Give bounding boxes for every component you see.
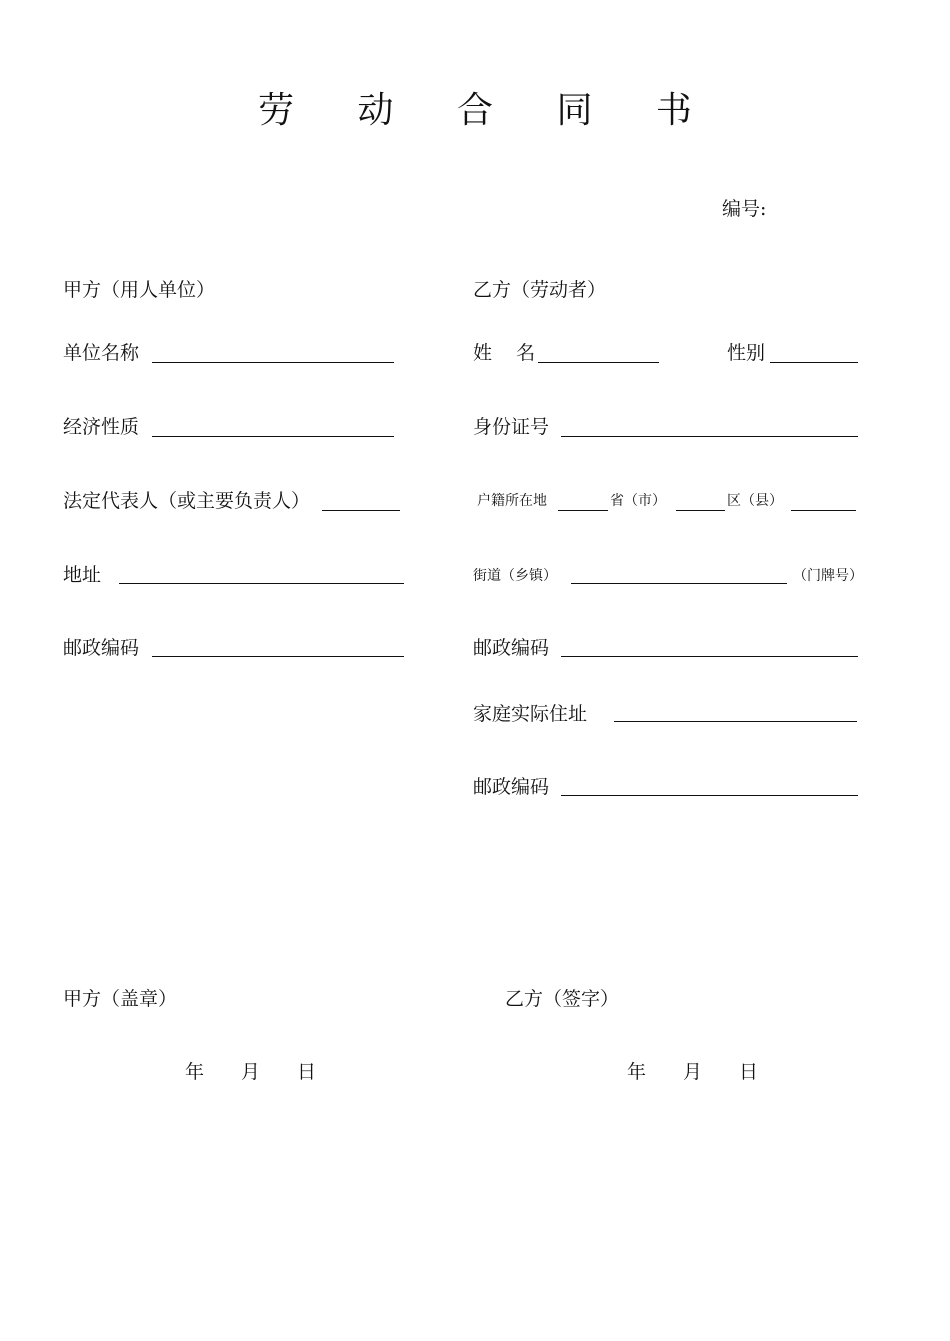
company-postal-code-field[interactable] [152, 630, 404, 657]
party-a-day-label: 日 [297, 1061, 317, 1083]
contract-number-label: 编号: [722, 198, 767, 220]
party-b-day-label: 日 [739, 1061, 759, 1083]
document-title: 劳 动 合 同 书 [258, 90, 718, 131]
party-a-month-label: 月 [241, 1061, 261, 1083]
gender-field[interactable] [770, 336, 858, 363]
street-label: 街道（乡镇） [473, 568, 557, 584]
party-b-heading: 乙方（劳动者） [473, 279, 607, 301]
id-number-field[interactable] [561, 410, 858, 437]
economic-nature-field[interactable] [152, 410, 394, 437]
home-postal-code-field[interactable] [561, 769, 858, 796]
household-district-field[interactable] [676, 484, 725, 511]
party-b-month-label: 月 [683, 1061, 703, 1083]
employee-postal-code-field[interactable] [561, 630, 858, 657]
party-b-signature-label: 乙方（签字） [505, 988, 620, 1010]
street-field[interactable] [571, 557, 787, 584]
household-province-field[interactable] [558, 484, 608, 511]
company-address-field[interactable] [119, 557, 404, 584]
party-a-seal-label: 甲方（盖章） [63, 988, 178, 1010]
economic-nature-label: 经济性质 [63, 416, 140, 438]
party-b-year-label: 年 [627, 1061, 647, 1083]
household-registration-label: 户籍所在地 [477, 493, 547, 509]
house-number-label: （门牌号） [793, 568, 863, 584]
home-postal-code-label: 邮政编码 [473, 776, 550, 798]
home-address-field[interactable] [614, 695, 857, 722]
id-number-label: 身份证号 [473, 416, 550, 438]
district-label: 区（县） [727, 493, 783, 509]
company-name-label: 单位名称 [63, 342, 140, 364]
employee-name-label: 姓 名 [473, 342, 536, 364]
company-address-label: 地址 [63, 564, 102, 586]
party-a-year-label: 年 [185, 1061, 205, 1083]
company-postal-code-label: 邮政编码 [63, 637, 140, 659]
household-county-field[interactable] [791, 484, 856, 511]
party-a-heading: 甲方（用人单位） [63, 279, 216, 301]
company-name-field[interactable] [152, 336, 394, 363]
employee-name-field[interactable] [538, 336, 659, 363]
home-address-label: 家庭实际住址 [473, 703, 588, 725]
legal-representative-label: 法定代表人（或主要负责人） [63, 490, 311, 512]
province-label: 省（市） [610, 493, 666, 509]
gender-label: 性别 [727, 342, 766, 364]
employee-postal-code-label: 邮政编码 [473, 637, 550, 659]
legal-representative-field[interactable] [322, 484, 400, 511]
